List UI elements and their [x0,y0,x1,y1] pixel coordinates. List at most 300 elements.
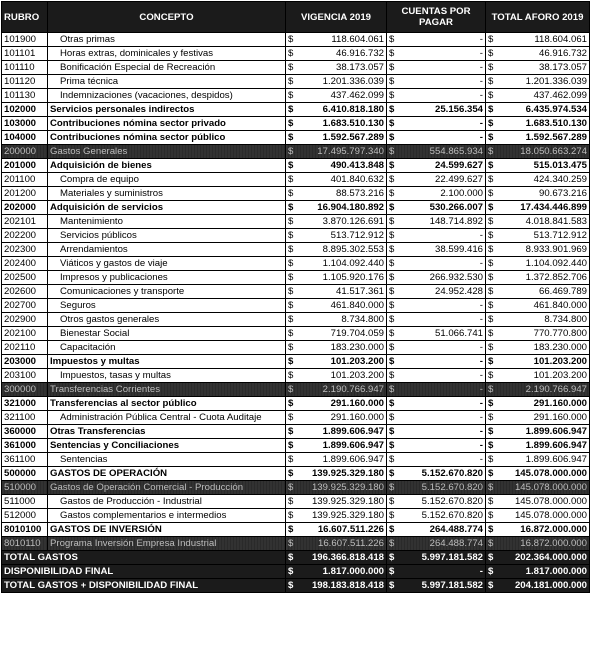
summary-row [2,551,590,565]
total-aforo-cell-value: 90.673.216 [538,188,587,199]
currency-symbol: $ [488,76,494,87]
total-aforo-cell [486,103,590,117]
vigencia-cell [286,103,387,117]
currency-symbol: $ [389,258,395,269]
cuentas-cell-value: 38.599.416 [434,244,483,255]
concepto-label: Capacitación [48,341,286,355]
vigencia-cell-value: 16.607.511.226 [318,538,384,549]
currency-symbol: $ [488,454,494,465]
total-aforo-cell-value: 8.933.901.969 [525,244,587,255]
cuentas-cell [387,103,486,117]
total-aforo-cell [486,523,590,537]
concepto-label: Impuestos y multas [48,355,286,369]
table-row [2,411,590,425]
cuentas-cell [387,439,486,453]
total-aforo-cell-value: 1.592.567.289 [525,132,587,143]
currency-symbol: $ [488,426,494,437]
currency-symbol: $ [389,552,395,563]
currency-symbol: $ [488,468,494,479]
currency-symbol: $ [288,398,294,409]
currency-symbol: $ [488,440,494,451]
currency-symbol: $ [389,580,395,591]
total-aforo-cell-value: 6.435.974.534 [525,104,587,115]
cuentas-cell-value: 554.865.934 [429,146,483,157]
cuentas-cell-value: 24.599.627 [434,160,483,171]
cuentas-cell-value: - [479,426,483,437]
total-aforo-cell-value: 1.899.606.947 [525,426,587,437]
summary-label: DISPONIBILIDAD FINAL [2,565,286,579]
currency-symbol: $ [488,104,494,115]
cuentas-cell [387,201,486,215]
concepto-label: Compra de equipo [48,173,286,187]
concepto-label: Gastos Generales [48,145,286,159]
vigencia-cell-value: 1.683.510.130 [322,118,384,129]
concepto-label: Materiales y suministros [48,187,286,201]
cuentas-cell-value: 530.266.007 [429,202,483,213]
total-aforo-cell-value: 424.340.259 [533,174,587,185]
total-aforo-cell-value: 16.872.000.000 [520,538,587,549]
table-body [2,33,590,593]
header-vigencia: VIGENCIA 2019 [286,2,387,33]
summary-vigencia [286,565,387,579]
concepto-label: Contribuciones nómina sector privado [48,117,286,131]
currency-symbol: $ [288,90,294,101]
cuentas-cell-value: - [479,370,483,381]
vigencia-cell-value: 16.904.180.892 [317,202,384,213]
concepto-label: Bonificación Especial de Recreación [48,61,286,75]
cuentas-cell-value: 264.488.774 [429,538,483,549]
vigencia-cell [286,467,387,481]
vigencia-cell-value: 139.925.329.180 [311,496,384,507]
concepto-label: Sentencias [48,453,286,467]
currency-symbol: $ [389,426,395,437]
cuentas-cell [387,47,486,61]
cuentas-cell-value: - [479,342,483,353]
currency-symbol: $ [488,132,494,143]
currency-symbol: $ [488,496,494,507]
currency-symbol: $ [488,398,494,409]
summary-cuentas [387,579,486,593]
cuentas-cell [387,117,486,131]
rubro-code: 101110 [2,61,48,75]
currency-symbol: $ [288,286,294,297]
table-row [2,47,590,61]
total-aforo-cell [486,453,590,467]
total-aforo-cell [486,243,590,257]
currency-symbol: $ [288,62,294,73]
total-aforo-cell-value: 1.372.852.706 [525,272,587,283]
summary-vigencia-value: 198.183.818.418 [311,580,384,591]
cuentas-cell-value: - [479,90,483,101]
concepto-label: Transferencias Corrientes [48,383,286,397]
summary-total [486,579,590,593]
total-aforo-cell [486,495,590,509]
cuentas-cell-value: 5.152.670.820 [421,496,483,507]
table-row [2,537,590,551]
vigencia-cell-value: 41.517.361 [335,286,384,297]
currency-symbol: $ [488,118,494,129]
cuentas-cell [387,383,486,397]
currency-symbol: $ [288,552,294,563]
currency-symbol: $ [488,524,494,535]
total-aforo-cell [486,47,590,61]
budget-sheet [1,1,589,650]
currency-symbol: $ [389,272,395,283]
summary-cuentas [387,565,486,579]
currency-symbol: $ [389,216,395,227]
currency-symbol: $ [389,538,395,549]
summary-total-value: 202.364.000.000 [514,552,587,563]
cuentas-cell-value: 25.156.354 [434,104,483,115]
table-row [2,341,590,355]
vigencia-cell [286,509,387,523]
cuentas-cell [387,299,486,313]
vigencia-cell [286,285,387,299]
vigencia-cell-value: 101.203.200 [330,356,384,367]
currency-symbol: $ [488,538,494,549]
concepto-label: Sentencias y Conciliaciones [48,439,286,453]
currency-symbol: $ [488,552,494,563]
currency-symbol: $ [389,188,395,199]
currency-symbol: $ [288,258,294,269]
currency-symbol: $ [389,496,395,507]
currency-symbol: $ [488,342,494,353]
currency-symbol: $ [389,412,395,423]
rubro-code: 202500 [2,271,48,285]
currency-symbol: $ [389,384,395,395]
summary-vigencia-value: 196.366.818.418 [311,552,384,563]
currency-symbol: $ [288,426,294,437]
total-aforo-cell [486,383,590,397]
total-aforo-cell-value: 770.770.800 [533,328,587,339]
currency-symbol: $ [288,412,294,423]
currency-symbol: $ [488,314,494,325]
currency-symbol: $ [488,174,494,185]
currency-symbol: $ [389,524,395,535]
rubro-code: 361000 [2,439,48,453]
vigencia-cell [286,243,387,257]
rubro-code: 202000 [2,201,48,215]
currency-symbol: $ [389,62,395,73]
header-cuentas-por-pagar: CUENTAS POR PAGAR [387,2,486,33]
rubro-code: 203000 [2,355,48,369]
cuentas-cell-value: 264.488.774 [429,524,483,535]
total-aforo-cell-value: 291.160.000 [533,412,587,423]
table-row [2,173,590,187]
currency-symbol: $ [288,328,294,339]
vigencia-cell-value: 1.104.092.440 [322,258,384,269]
currency-symbol: $ [488,90,494,101]
table-row [2,159,590,173]
total-aforo-cell-value: 145.078.000.000 [514,482,587,493]
currency-symbol: $ [389,328,395,339]
summary-row [2,579,590,593]
table-row [2,187,590,201]
concepto-label: Adquisición de servicios [48,201,286,215]
total-aforo-cell-value: 101.203.200 [533,356,587,367]
table-row [2,215,590,229]
cuentas-cell [387,257,486,271]
cuentas-cell [387,397,486,411]
summary-cuentas-value: 5.997.181.582 [421,580,483,591]
table-row [2,327,590,341]
table-row [2,481,590,495]
table-row [2,145,590,159]
table-row [2,243,590,257]
rubro-code: 200000 [2,145,48,159]
cuentas-cell [387,215,486,229]
table-row [2,103,590,117]
currency-symbol: $ [488,300,494,311]
rubro-code: 202900 [2,313,48,327]
vigencia-cell [286,173,387,187]
cuentas-cell [387,243,486,257]
summary-total-value: 204.181.000.000 [514,580,587,591]
concepto-label: Bienestar Social [48,327,286,341]
cuentas-cell-value: - [479,398,483,409]
rubro-code: 103000 [2,117,48,131]
rubro-code: 202700 [2,299,48,313]
rubro-code: 511000 [2,495,48,509]
currency-symbol: $ [488,272,494,283]
table-header-row [2,2,590,33]
rubro-code: 202110 [2,341,48,355]
vigencia-cell-value: 139.925.329.180 [311,468,384,479]
concepto-label: Viáticos y gastos de viaje [48,257,286,271]
total-aforo-cell-value: 513.712.912 [533,230,587,241]
cuentas-cell [387,313,486,327]
cuentas-cell-value: 2.100.000 [440,188,483,199]
currency-symbol: $ [389,118,395,129]
currency-symbol: $ [389,160,395,171]
table-row [2,397,590,411]
concepto-label: Impuestos, tasas y multas [48,369,286,383]
currency-symbol: $ [488,160,494,171]
currency-symbol: $ [288,440,294,451]
currency-symbol: $ [288,356,294,367]
header-concepto: CONCEPTO [48,2,286,33]
cuentas-cell [387,467,486,481]
cuentas-cell [387,131,486,145]
vigencia-cell-value: 490.413.848 [330,160,384,171]
total-aforo-cell-value: 8.734.800 [544,314,587,325]
vigencia-cell [286,383,387,397]
currency-symbol: $ [389,34,395,45]
total-aforo-cell-value: 16.872.000.000 [520,524,587,535]
rubro-code: 500000 [2,467,48,481]
table-row [2,425,590,439]
summary-vigencia [286,551,387,565]
rubro-code: 202400 [2,257,48,271]
currency-symbol: $ [288,244,294,255]
total-aforo-cell [486,313,590,327]
total-aforo-cell [486,285,590,299]
currency-symbol: $ [288,216,294,227]
currency-symbol: $ [288,342,294,353]
cuentas-cell [387,61,486,75]
currency-symbol: $ [389,314,395,325]
cuentas-cell [387,327,486,341]
currency-symbol: $ [288,524,294,535]
cuentas-cell-value: - [479,48,483,59]
currency-symbol: $ [288,76,294,87]
header-total-aforo: TOTAL AFORO 2019 [486,2,590,33]
currency-symbol: $ [288,538,294,549]
summary-label: TOTAL GASTOS + DISPONIBILIDAD FINAL [2,579,286,593]
currency-symbol: $ [389,230,395,241]
rubro-code: 300000 [2,383,48,397]
table-row [2,117,590,131]
vigencia-cell [286,397,387,411]
vigencia-cell [286,481,387,495]
total-aforo-cell-value: 437.462.099 [533,90,587,101]
total-aforo-cell [486,131,590,145]
total-aforo-cell-value: 183.230.000 [533,342,587,353]
table-row [2,61,590,75]
concepto-label: Transferencias al sector público [48,397,286,411]
vigencia-cell-value: 118.604.061 [331,34,384,45]
total-aforo-cell [486,369,590,383]
rubro-code: 202600 [2,285,48,299]
currency-symbol: $ [389,146,395,157]
table-row [2,369,590,383]
rubro-code: 201100 [2,173,48,187]
rubro-code: 360000 [2,425,48,439]
total-aforo-cell [486,173,590,187]
currency-symbol: $ [389,104,395,115]
vigencia-cell-value: 183.230.000 [330,342,384,353]
table-row [2,495,590,509]
concepto-label: Seguros [48,299,286,313]
cuentas-cell [387,285,486,299]
table-row [2,33,590,47]
currency-symbol: $ [288,174,294,185]
cuentas-cell [387,33,486,47]
rubro-code: 202300 [2,243,48,257]
concepto-label: Servicios públicos [48,229,286,243]
vigencia-cell [286,117,387,131]
currency-symbol: $ [488,580,494,591]
rubro-code: 512000 [2,509,48,523]
cuentas-cell [387,509,486,523]
budget-table [1,1,590,593]
total-aforo-cell-value: 1.683.510.130 [525,118,587,129]
cuentas-cell [387,537,486,551]
currency-symbol: $ [288,48,294,59]
vigencia-cell-value: 101.203.200 [330,370,384,381]
vigencia-cell-value: 139.925.329.180 [311,510,384,521]
cuentas-cell [387,355,486,369]
rubro-code: 8010100 [2,523,48,537]
cuentas-cell-value: - [479,454,483,465]
cuentas-cell [387,495,486,509]
table-row [2,299,590,313]
currency-symbol: $ [288,34,294,45]
rubro-code: 321100 [2,411,48,425]
concepto-label: Adquisición de bienes [48,159,286,173]
currency-symbol: $ [288,118,294,129]
table-row [2,271,590,285]
concepto-label: GASTOS DE INVERSIÓN [48,523,286,537]
table-row [2,453,590,467]
vigencia-cell [286,215,387,229]
currency-symbol: $ [488,370,494,381]
cuentas-cell-value: 22.499.627 [434,174,483,185]
total-aforo-cell [486,355,590,369]
total-aforo-cell-value: 17.434.446.899 [520,202,587,213]
vigencia-cell-value: 1.899.606.947 [322,426,384,437]
cuentas-cell-value: 5.152.670.820 [421,482,483,493]
currency-symbol: $ [288,580,294,591]
total-aforo-cell-value: 145.078.000.000 [514,468,587,479]
summary-cuentas [387,551,486,565]
currency-symbol: $ [288,384,294,395]
total-aforo-cell [486,215,590,229]
total-aforo-cell [486,299,590,313]
currency-symbol: $ [389,48,395,59]
vigencia-cell [286,453,387,467]
concepto-label: Administración Pública Central - Cuota Auditaje [48,411,286,425]
currency-symbol: $ [288,202,294,213]
rubro-code: 102000 [2,103,48,117]
vigencia-cell-value: 139.925.329.180 [311,482,384,493]
total-aforo-cell [486,467,590,481]
cuentas-cell-value: - [479,258,483,269]
rubro-code: 202200 [2,229,48,243]
vigencia-cell-value: 461.840.000 [330,300,384,311]
table-row [2,439,590,453]
currency-symbol: $ [488,62,494,73]
cuentas-cell-value: - [479,118,483,129]
total-aforo-cell-value: 101.203.200 [533,370,587,381]
total-aforo-cell [486,397,590,411]
cuentas-cell-value: 5.152.670.820 [421,468,483,479]
table-row [2,75,590,89]
cuentas-cell-value: 24.952.428 [434,286,483,297]
currency-symbol: $ [288,454,294,465]
total-aforo-cell-value: 515.013.475 [533,160,587,171]
rubro-code: 101900 [2,33,48,47]
total-aforo-cell-value: 38.173.057 [538,62,587,73]
vigencia-cell-value: 6.410.818.180 [322,104,384,115]
vigencia-cell [286,187,387,201]
currency-symbol: $ [389,468,395,479]
cuentas-cell-value: - [479,76,483,87]
currency-symbol: $ [488,510,494,521]
vigencia-cell-value: 1.592.567.289 [322,132,384,143]
total-aforo-cell-value: 46.916.732 [538,48,587,59]
currency-symbol: $ [288,300,294,311]
concepto-label: Otras primas [48,33,286,47]
vigencia-cell [286,257,387,271]
cuentas-cell [387,271,486,285]
vigencia-cell [286,229,387,243]
currency-symbol: $ [288,160,294,171]
vigencia-cell [286,523,387,537]
vigencia-cell [286,355,387,369]
cuentas-cell [387,145,486,159]
vigencia-cell-value: 1.899.606.947 [322,454,384,465]
currency-symbol: $ [288,496,294,507]
currency-symbol: $ [389,510,395,521]
total-aforo-cell [486,481,590,495]
vigencia-cell [286,313,387,327]
table-row [2,131,590,145]
total-aforo-cell-value: 1.899.606.947 [525,454,587,465]
table-row [2,229,590,243]
total-aforo-cell [486,271,590,285]
cuentas-cell [387,229,486,243]
